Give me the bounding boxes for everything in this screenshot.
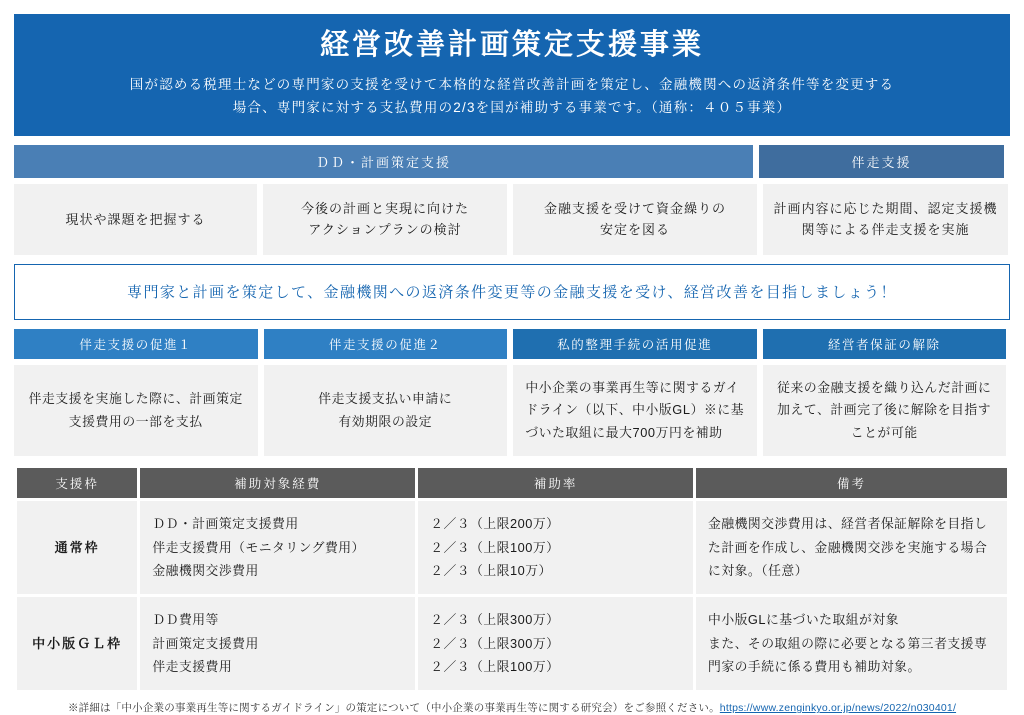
promo-cell-2-line2: 有効期限の設定 [338, 413, 433, 429]
promo-head-private-settlement: 私的整理手続の活用促進 [513, 329, 757, 359]
note-line: 金融機関交渉費用は、経営者保証解除を目指し [708, 516, 988, 532]
table-header-notes: 備考 [696, 468, 1007, 498]
band-cell-3-line2: 安定を図る [599, 222, 670, 238]
row-frame-normal: 通常枠 [17, 501, 137, 594]
support-band-cells [14, 184, 1010, 255]
band-cell-current-status [14, 184, 257, 255]
promo-cell-1-line2: 支援費用の一部を支払 [68, 413, 203, 429]
note-line: た計画を作成し、金融機関交渉を実施する場合 [708, 539, 988, 555]
row-rates-gl [418, 597, 693, 690]
expense-item: 計画策定支援費用 [152, 635, 259, 651]
page-title: 経営改善計画策定支援事業 [319, 29, 704, 61]
rate-item: ２／３（上限10万） [430, 563, 552, 579]
promo-head-accompany-1: 伴走支援の促進１ [14, 329, 258, 359]
footer-text: ※詳細は「中小企業の事業再生等に関するガイドライン」の策定について（中小企業の事業再生等に関する研究会）をご参照ください。 [67, 702, 720, 715]
band-head-accompany: 伴走支援 [759, 145, 1004, 178]
expense-item: 伴走支援費用 [152, 659, 233, 675]
footer-link[interactable]: https://www.zenginkyo.or.jp/news/2022/n030401/ [719, 702, 957, 715]
rate-item: ２／３（上限100万） [430, 539, 560, 555]
promo-cell-3-line1: 中小企業の事業再生等に関するガイ [525, 379, 740, 395]
promo-cell-4-line1: 従来の金融支援を織り込んだ計画に [777, 379, 992, 395]
expense-item: 伴走支援費用（モニタリング費用） [152, 539, 365, 555]
band-cell-cashflow [513, 184, 757, 255]
promo-cell-accompany-2 [264, 365, 508, 456]
table-header-row [17, 468, 1007, 498]
highlight-note: 専門家と計画を策定して、金融機関への返済条件変更等の金融支援を受け、経営改善を目指しましょう！ [14, 264, 1010, 320]
note-line: 門家の手続に係る費用も補助対象。 [708, 659, 921, 675]
band-cell-2-line2: アクションプランの検討 [308, 222, 462, 238]
row-notes-normal [696, 501, 1007, 594]
rate-item: ２／３（上限200万） [430, 516, 560, 532]
promo-cell-3-line2: ドライン（以下、中小版GL）※に基 [525, 402, 745, 418]
header-subtitle [34, 73, 990, 120]
band-cell-3-line1: 金融支援を受けて資金繰りの [543, 201, 726, 217]
expense-item: ＤＤ・計画策定支援費用 [152, 516, 299, 532]
band-cell-2-line1: 今後の計画と実現に向けた [300, 201, 469, 217]
footer-note [14, 700, 1010, 715]
promo-head-guarantee-release: 経営者保証の解除 [763, 329, 1007, 359]
row-expenses-normal [140, 501, 415, 594]
promo-cell-1-line1: 伴走支援を実施した際に、計画策定 [28, 391, 243, 407]
note-line: に対象。（任意） [708, 563, 808, 579]
band-cell-4-line1: 計画内容に応じた期間、認定支援機 [773, 201, 998, 217]
promo-cell-2-line1: 伴走支援支払い申請に [318, 391, 453, 407]
promotion-cells [14, 365, 1010, 456]
band-cell-accompany-support [763, 184, 1008, 255]
band-cell-1-line1: 現状や課題を把握する [65, 211, 206, 227]
table-row [17, 501, 1007, 594]
note-line: また、その取組の際に必要となる第三者支援専 [708, 635, 988, 651]
expense-item: 金融機関交渉費用 [152, 563, 259, 579]
band-cell-4-line2: 関等による伴走支援を実施 [801, 222, 970, 238]
promo-head-accompany-2: 伴走支援の促進２ [264, 329, 508, 359]
table-row [17, 597, 1007, 690]
support-band-headings [14, 145, 1010, 178]
header-banner [14, 14, 1010, 136]
row-notes-gl [696, 597, 1007, 690]
expense-item: ＤＤ費用等 [152, 612, 219, 628]
table-header-expenses: 補助対象経費 [140, 468, 415, 498]
promo-cell-guarantee-release [763, 365, 1007, 456]
promo-cell-private-settlement [513, 365, 757, 456]
header-subtitle-line1: 国が認める税理士などの専門家の支援を受けて本格的な経営改善計画を策定し、金融機関への返済条件等を変更する [129, 76, 895, 92]
note-line: 中小版GLに基づいた取組が対象 [708, 612, 899, 628]
rate-item: ２／３（上限300万） [430, 612, 560, 628]
promotion-headings [14, 329, 1010, 359]
band-cell-action-plan [263, 184, 507, 255]
table-header-frame: 支援枠 [17, 468, 137, 498]
header-subtitle-line2: 場合、専門家に対する支払費用の2/3を国が補助する事業です。（通称：４０５事業） [232, 100, 792, 116]
promo-cell-4-line3: ことが可能 [850, 424, 918, 440]
rate-item: ２／３（上限100万） [430, 659, 560, 675]
subsidy-table [14, 465, 1010, 693]
row-rates-normal [418, 501, 693, 594]
promo-cell-accompany-1 [14, 365, 258, 456]
promo-cell-3-line3: づいた取組に最大700万円を補助 [525, 424, 723, 440]
promo-cell-4-line2: 加えて、計画完了後に解除を目指す [777, 402, 992, 418]
table-header-rate: 補助率 [418, 468, 693, 498]
row-frame-gl: 中小版ＧＬ枠 [17, 597, 137, 690]
band-head-dd-planning: ＤＤ・計画策定支援 [14, 145, 753, 178]
row-expenses-gl [140, 597, 415, 690]
rate-item: ２／３（上限300万） [430, 635, 560, 651]
